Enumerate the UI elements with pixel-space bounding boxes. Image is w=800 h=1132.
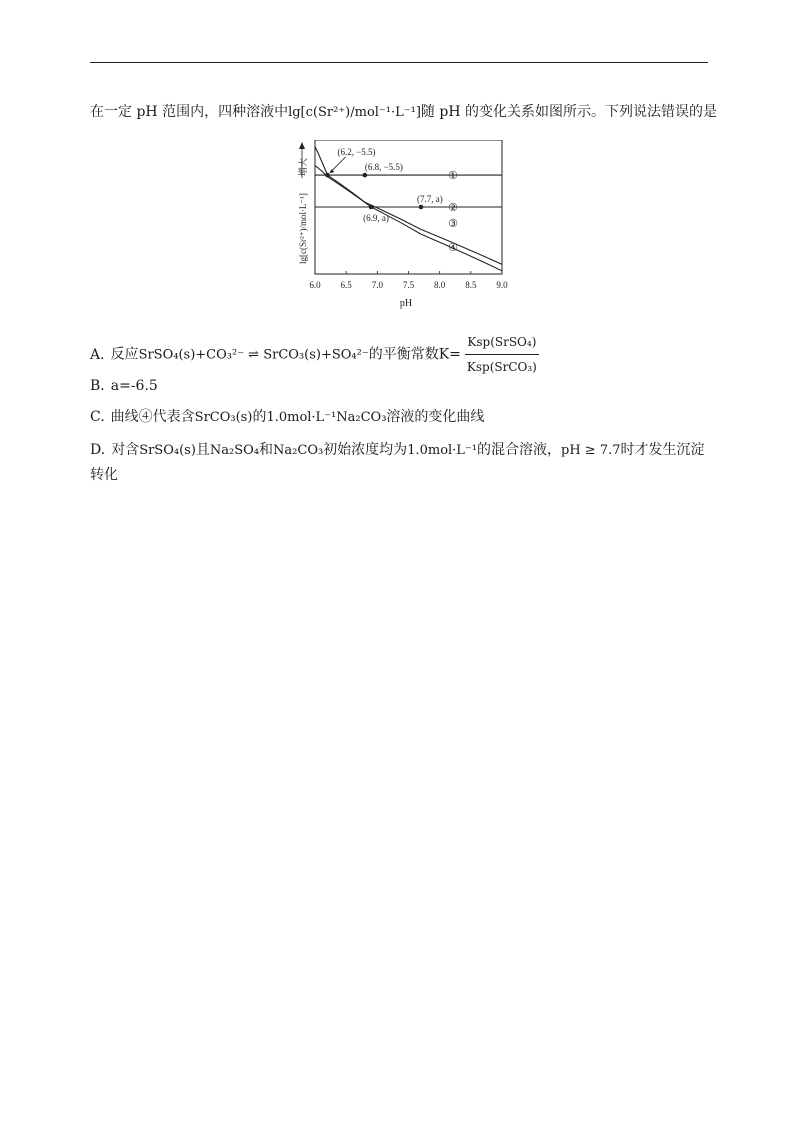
option-d-text-before: 对含 (111, 442, 140, 458)
option-a-fraction (465, 330, 539, 379)
option-d-conc: 1.0mol·L⁻¹ (407, 443, 478, 458)
data-point (369, 205, 374, 210)
option-c-text-after: 溶液的变化曲线 (386, 409, 485, 425)
series-label-2: ② (448, 201, 458, 214)
series-line-4 (315, 166, 502, 271)
y-axis-label: lg[c(Sr²⁺)/mol·L⁻¹] (298, 193, 308, 264)
stem-expression: lg[c(Sr²⁺)/mol⁻¹·L⁻¹] (288, 105, 421, 120)
option-b-label: B. (90, 378, 105, 394)
x-tick-label: 7.5 (402, 280, 415, 290)
x-tick-label: 6.0 (309, 280, 321, 290)
question-stem (90, 100, 717, 125)
option-a-denominator: Ksp(SrCO₃) (466, 360, 537, 374)
option-c-chem: SrCO₃(s) (194, 410, 253, 425)
option-d-text-after: 时才发生沉淀 (620, 442, 705, 458)
stem-suffix: 随 pH 的变化关系如图所示。下列说法错误的是 (420, 104, 717, 120)
x-tick-label: 8.0 (434, 280, 446, 290)
option-d-condition: pH ≥ 7.7 (561, 443, 621, 458)
stem-prefix: 在一定 pH 范围内，四种溶液中 (90, 104, 289, 120)
point-label: (6.9, a) (363, 213, 389, 223)
option-d-text-mid3: 初始浓度均为 (323, 442, 408, 458)
data-point (363, 173, 368, 178)
option-a-equation: SrSO₄(s)+CO₃²⁻ ⇌ SrCO₃(s)+SO₄²⁻ (138, 347, 369, 363)
point-label: (6.2, −5.5) (337, 147, 376, 158)
x-tick-label: 9.0 (496, 280, 508, 290)
option-d-text-mid: 且 (195, 442, 210, 458)
option-a (90, 330, 710, 379)
option-d-chem2: Na₂SO₄ (209, 443, 260, 458)
option-c-text-before: 曲线④代表含 (110, 409, 195, 425)
point-label: (7.7, a) (416, 194, 443, 204)
point-leader-arrow (330, 157, 345, 172)
option-c-label: C. (90, 409, 105, 425)
y-axis-arrow-label: 增大 (298, 157, 308, 176)
option-d-text-mid2: 和 (259, 442, 274, 458)
x-tick-label: 6.5 (340, 280, 352, 290)
y-axis-arrow-head (299, 142, 305, 149)
chart-figure (288, 140, 528, 310)
point-leader-arrowhead (329, 169, 334, 173)
x-axis-label: pH (399, 298, 413, 309)
option-b (90, 374, 710, 398)
option-d-chem3: Na₂CO₃ (273, 443, 324, 458)
option-a-numerator: Ksp(SrSO₄) (465, 330, 539, 355)
series-line-3 (315, 146, 502, 264)
top-rule (90, 62, 708, 63)
option-d-label: D. (90, 442, 106, 458)
option-d-text-mid4: 的混合溶液， (477, 442, 562, 458)
x-tick-label: 7.0 (371, 280, 383, 290)
option-a-k: K= (438, 346, 461, 363)
x-tick-label: 8.5 (465, 280, 477, 290)
series-label-3: ③ (448, 216, 458, 230)
option-a-text-mid: 的平衡常数 (368, 346, 439, 363)
option-a-label: A. (90, 346, 105, 363)
option-c-conc: 1.0mol·L⁻¹Na₂CO₃ (266, 410, 387, 425)
point-label: (6.8, −5.5) (364, 162, 403, 173)
data-point (419, 205, 424, 210)
option-c-text-mid: 的 (252, 409, 267, 425)
option-d-chem: SrSO₄(s) (139, 443, 196, 458)
option-c (90, 405, 710, 430)
option-d (90, 438, 710, 487)
option-a-text-before: 反应 (110, 346, 139, 363)
option-d-text-line2: 转化 (90, 467, 118, 483)
series-label-4: ④ (448, 240, 458, 254)
series-label-1: ① (448, 169, 458, 183)
data-point (325, 173, 330, 178)
chart-svg (288, 140, 528, 310)
option-b-text: a=-6.5 (110, 378, 158, 394)
